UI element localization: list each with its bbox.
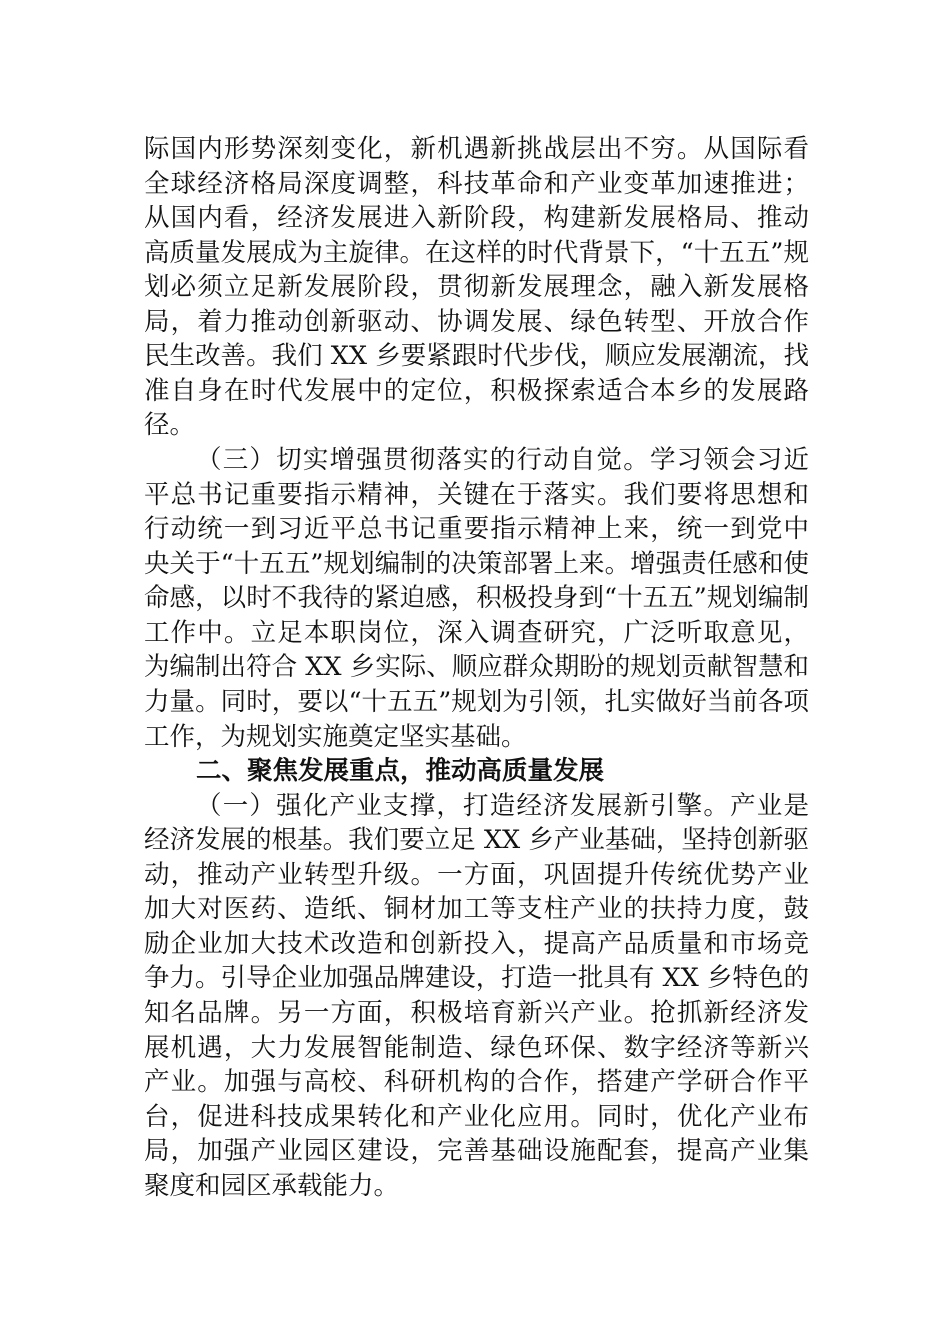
text-line: 台，促进科技成果转化和产业化应用。同时，优化产业布 <box>144 1102 809 1132</box>
text-line: 局，加强产业园区建设，完善基础设施配套，提高产业集 <box>144 1136 809 1166</box>
text-line: 工作，为规划实施奠定坚实基础。 <box>144 722 527 752</box>
text-line: （三）切实增强贯彻落实的行动自觉。学习领会习近 <box>196 445 809 475</box>
text-line: 局，着力推动创新驱动、协调发展、绿色转型、开放合作 <box>144 307 809 337</box>
text-line: 准自身在时代发展中的定位，积极探索适合本乡的发展路 <box>144 376 809 406</box>
text-line: 径。 <box>144 410 196 440</box>
text-line: 从国内看，经济发展进入新阶段，构建新发展格局、推动 <box>144 203 809 233</box>
text-line: 划必须立足新发展阶段，贯彻新发展理念，融入新发展格 <box>144 272 809 302</box>
text-line: 经济发展的根基。我们要立足 XX 乡产业基础，坚持创新驱 <box>144 825 809 855</box>
section-heading: 二、聚焦发展重点，推动高质量发展 <box>196 756 605 786</box>
text-line: 全球经济格局深度调整，科技革命和产业变革加速推进； <box>144 169 809 199</box>
text-line: 命感，以时不我待的紧迫感，积极投身到“十五五”规划编制 <box>144 583 809 613</box>
text-line: 工作中。立足本职岗位，深入调查研究，广泛听取意见， <box>144 618 809 648</box>
text-line: 争力。引导企业加强品牌建设，打造一批具有 XX 乡特色的 <box>144 963 809 993</box>
text-line: 央关于“十五五”规划编制的决策部署上来。增强责任感和使 <box>144 549 809 579</box>
text-line: 高质量发展成为主旋律。在这样的时代背景下，“十五五”规 <box>144 238 809 268</box>
text-line: 平总书记重要指示精神，关键在于落实。我们要将思想和 <box>144 480 809 510</box>
text-line: 行动统一到习近平总书记重要指示精神上来，统一到党中 <box>144 514 809 544</box>
text-line: 动，推动产业转型升级。一方面，巩固提升传统优势产业 <box>144 860 809 890</box>
text-line: 励企业加大技术改造和创新投入，提高产品质量和市场竞 <box>144 929 809 959</box>
text-line: 知名品牌。另一方面，积极培育新兴产业。抢抓新经济发 <box>144 998 809 1028</box>
text-line: 为编制出符合 XX 乡实际、顺应群众期盼的规划贡献智慧和 <box>144 652 809 682</box>
text-line: （一）强化产业支撑，打造经济发展新引擎。产业是 <box>196 791 809 821</box>
text-line: 聚度和园区承载能力。 <box>144 1171 400 1201</box>
text-line: 民生改善。我们 XX 乡要紧跟时代步伐，顺应发展潮流，找 <box>144 341 809 371</box>
text-line: 展机遇，大力发展智能制造、绿色环保、数字经济等新兴 <box>144 1033 809 1063</box>
text-line: 加大对医药、造纸、铜材加工等支柱产业的扶持力度，鼓 <box>144 894 809 924</box>
text-line: 产业。加强与高校、科研机构的合作，搭建产学研合作平 <box>144 1067 809 1097</box>
text-line: 际国内形势深刻变化，新机遇新挑战层出不穷。从国际看 <box>144 134 809 164</box>
text-line: 力量。同时，要以“十五五”规划为引领，扎实做好当前各项 <box>144 687 809 717</box>
